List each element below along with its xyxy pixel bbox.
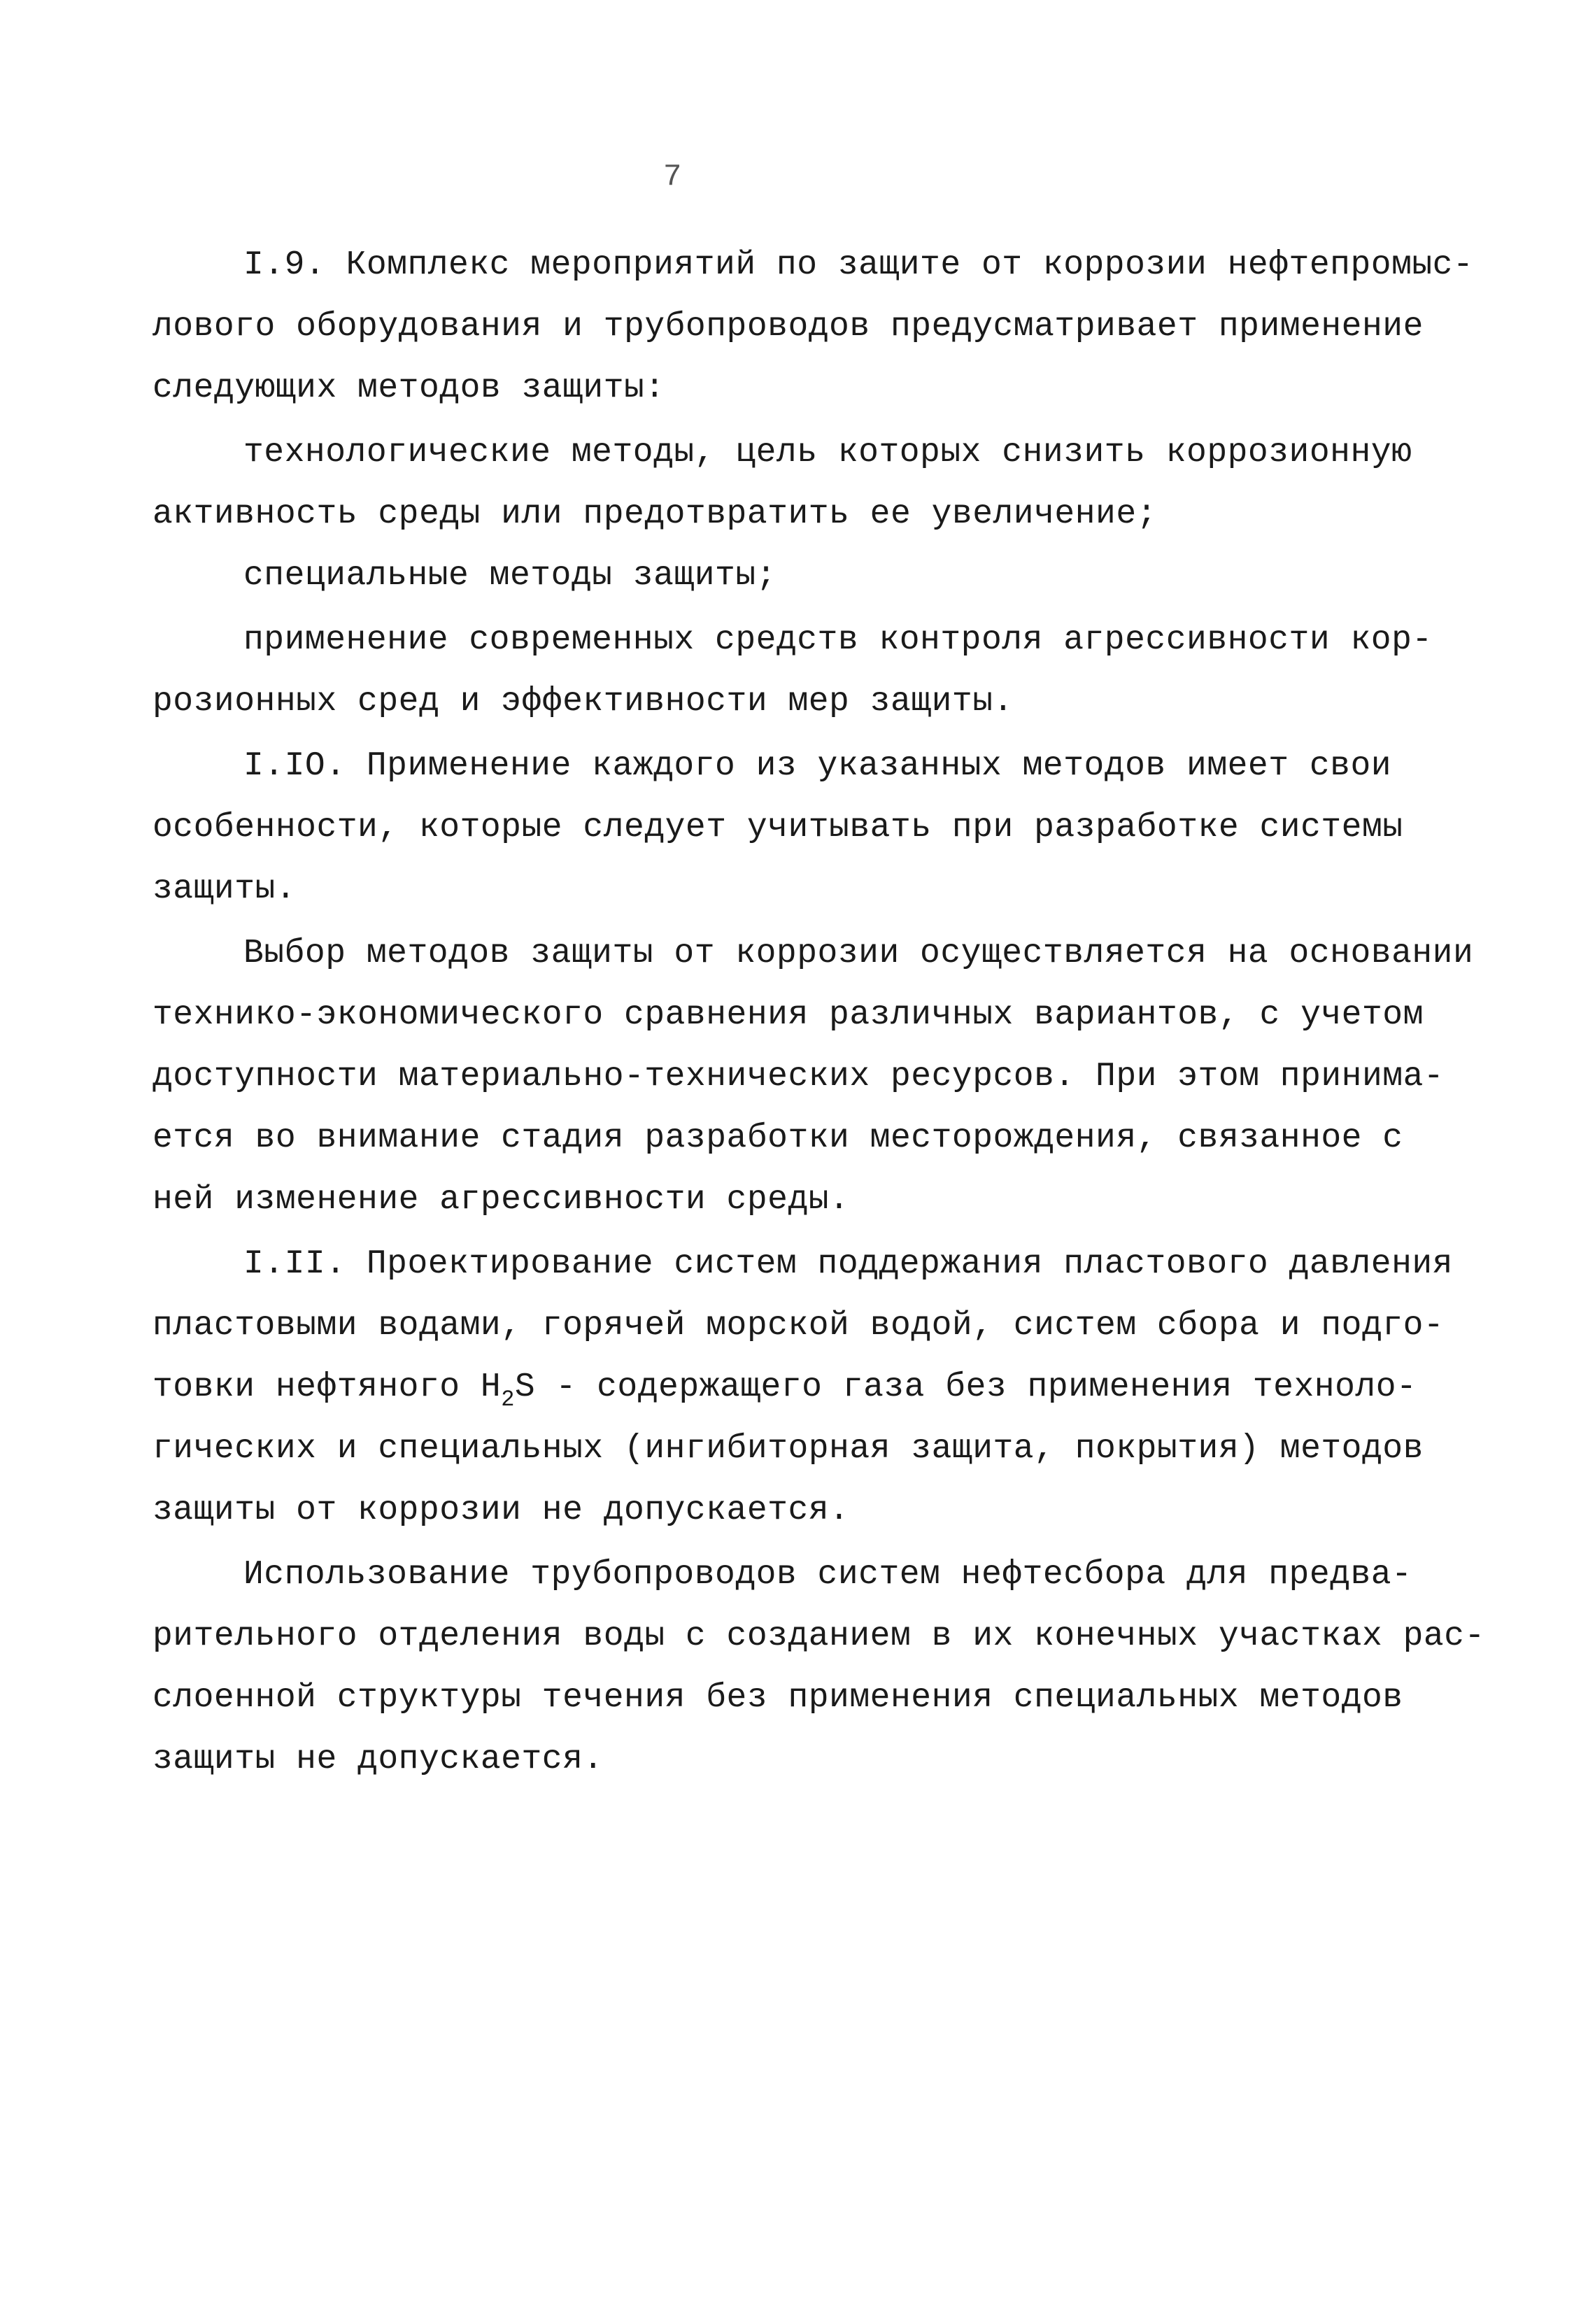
text-line: слоенной структуры течения без применения специальных методов xyxy=(153,1679,1403,1717)
text-line: активность среды или предотвратить ее увеличение; xyxy=(153,495,1157,533)
text-fragment: товки нефтяного H xyxy=(153,1368,502,1406)
text-line: защиты. xyxy=(153,870,297,908)
text-line-with-formula xyxy=(153,1368,1417,1412)
text-line: гических и специальных (ингибиторная защита, покрытия) методов xyxy=(153,1430,1424,1468)
text-line: защиты от коррозии не допускается. xyxy=(153,1492,850,1529)
text-line: лового оборудования и трубопроводов предусматривает применение xyxy=(153,308,1424,346)
text-line: технологические методы, цель которых снизить коррозионную xyxy=(243,434,1412,472)
text-line: пластовыми водами, горячей морской водой, систем сбора и подго- xyxy=(153,1307,1445,1345)
text-line: I.IO. Применение каждого из указанных методов имеет свои xyxy=(243,747,1392,785)
text-line: розионных сред и эффективности мер защиты. xyxy=(153,683,1014,721)
text-line: специальные методы защиты; xyxy=(243,557,777,595)
page-number: 7 xyxy=(663,160,682,194)
text-line: технико-экономического сравнения различных вариантов, с учетом xyxy=(153,996,1424,1034)
text-line: ется во внимание стадия разработки месторождения, связанное с xyxy=(153,1119,1403,1157)
text-line: защиты не допускается. xyxy=(153,1741,604,1778)
text-line: Выбор методов защиты от коррозии осуществляется на основании xyxy=(243,935,1474,972)
text-line: применение современных средств контроля агрессивности кор- xyxy=(243,621,1433,659)
text-line: особенности, которые следует учитывать при разработке системы xyxy=(153,809,1403,846)
subscript: 2 xyxy=(501,1387,515,1412)
text-line: Использование трубопроводов систем нефтесбора для предва- xyxy=(243,1556,1412,1594)
text-line: I.II. Проектирование систем поддержания пластового давления xyxy=(243,1245,1453,1283)
text-line: рительного отделения воды с созданием в их конечных участках рас- xyxy=(153,1617,1485,1655)
text-line: I.9. Комплекс мероприятий по защите от коррозии нефтепромыс- xyxy=(243,246,1474,284)
text-line: доступности материально-технических ресурсов. При этом принима- xyxy=(153,1058,1445,1096)
text-line: следующих методов защиты: xyxy=(153,369,665,407)
text-line: ней изменение агрессивности среды. xyxy=(153,1181,850,1219)
text-fragment: S - содержащего газа без применения техноло- xyxy=(514,1368,1417,1406)
